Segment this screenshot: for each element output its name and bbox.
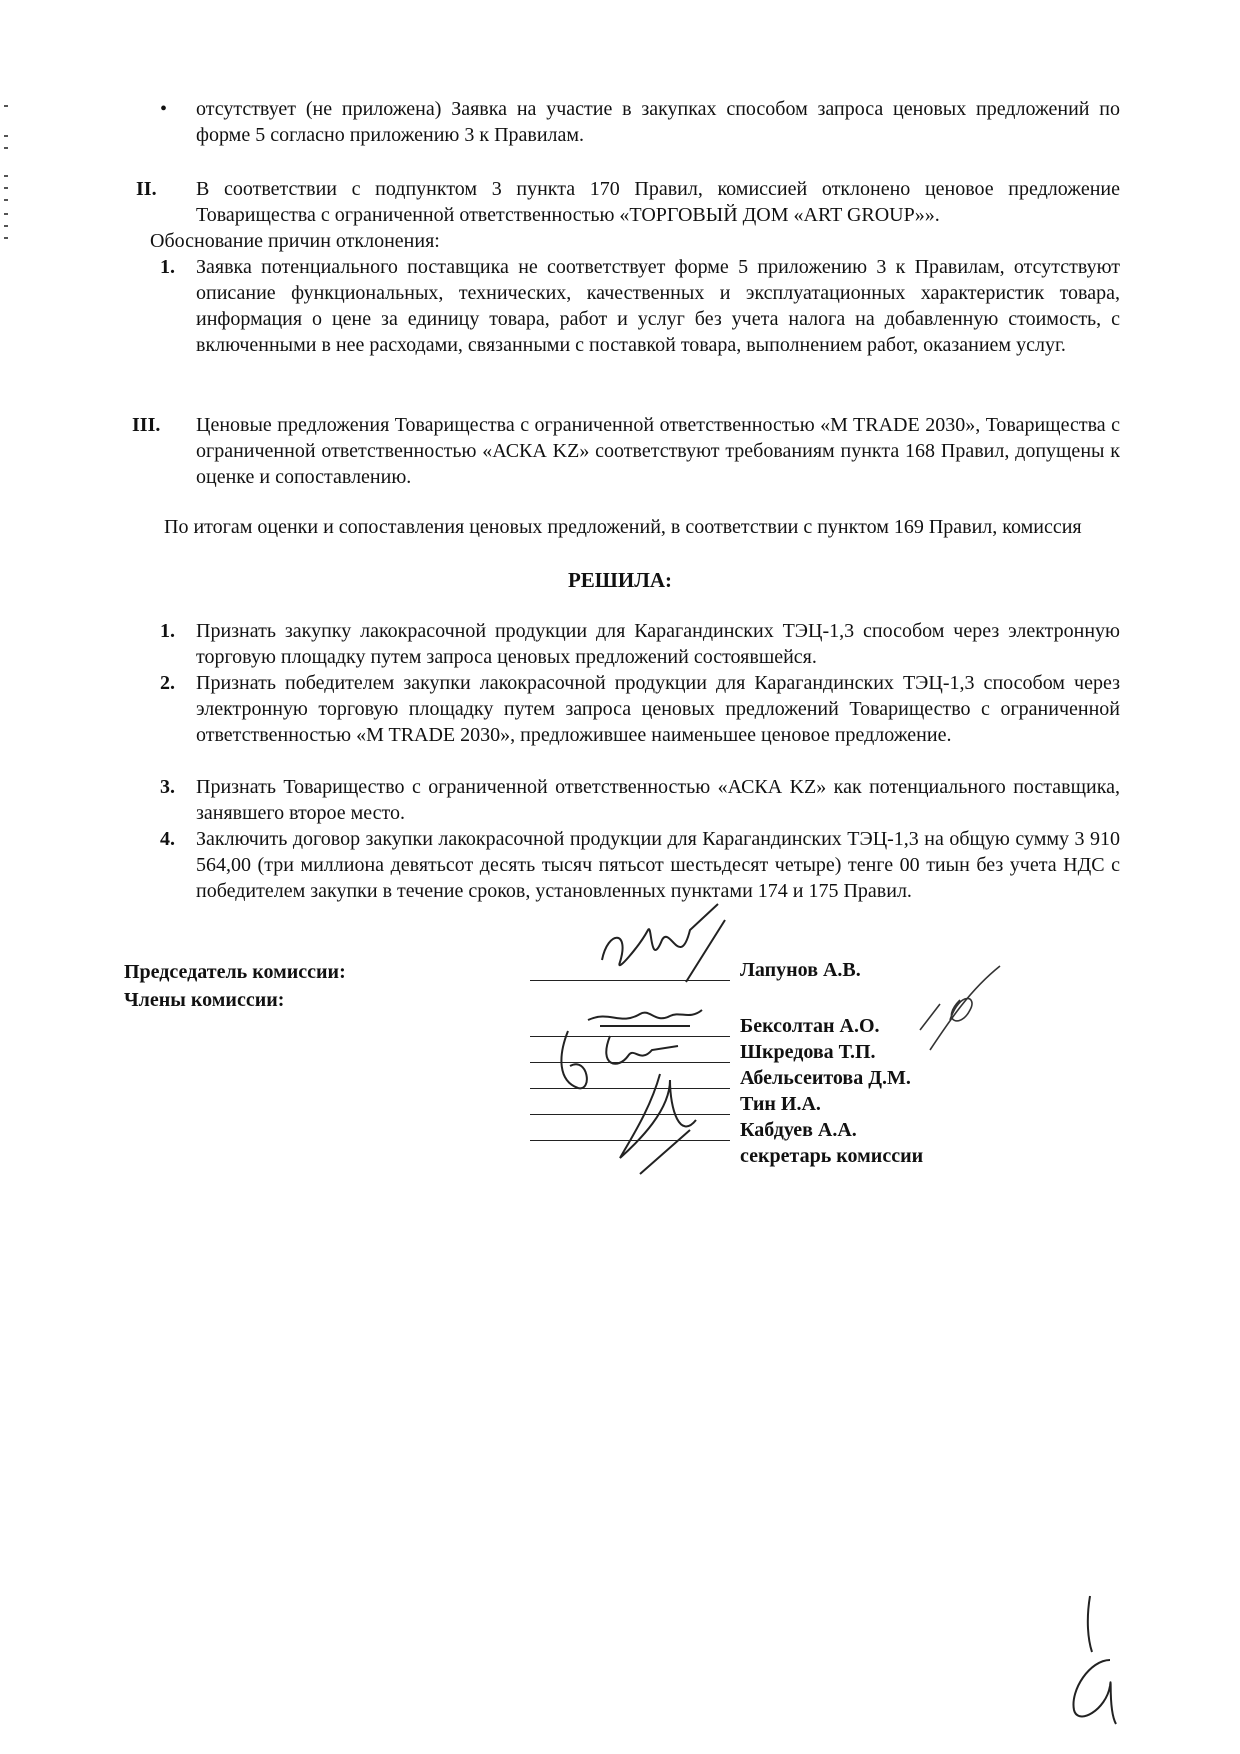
signatory-name: Кабдуев А.А. xyxy=(740,1119,857,1141)
signatory-name: Шкредова Т.П. xyxy=(740,1041,876,1063)
secretary-label: секретарь комиссии xyxy=(740,1145,924,1167)
chairman-signature xyxy=(590,900,730,990)
page-initials-mark xyxy=(1050,1590,1130,1730)
section-ii-numeral: II. xyxy=(136,178,157,200)
reason-number: 1. xyxy=(160,256,175,278)
decision-number: 3. xyxy=(160,776,175,798)
signatory-name: Лапунов А.В. xyxy=(740,959,861,981)
rejection-reasons-heading: Обоснование причин отклонения: xyxy=(150,230,440,252)
reason-text: Заявка потенциального поставщика не соответствует форме 5 приложению 3 к Правилам, отсутствуют описание функциональных, технических, качественных и эксплуатационных характеристик товара, информация о цене за единицу товара, работ и услуг без учета налога на добавленную стоимость, с включенными в нее расходами, связанными с поставкой товара, выполнением работ, оказанием услуг. xyxy=(196,256,1120,356)
section-iii-text: Ценовые предложения Товарищества с ограниченной ответственностью «M TRADE 2030», Товарищества с ограниченной ответственностью «АСКА KZ» соответствуют требованиям пункта 168 Правил, допущены к оценке и сопоставлению. xyxy=(196,414,1120,488)
decision-heading: РЕШИЛА: xyxy=(567,568,673,592)
signatory-name: Бексолтан А.О. xyxy=(740,1015,880,1037)
members-label: Члены комиссии: xyxy=(124,989,285,1011)
decision-number: 4. xyxy=(160,828,175,850)
decision-number: 1. xyxy=(160,620,175,642)
decision-item: Признать победителем закупки лакокрасочной продукции для Карагандинских ТЭЦ-1,3 способом через электронную торговую площадку путем запроса ценовых предложений Товарищество с ограниченной ответственностью «M TRADE 2030», предложившее наименьшее ценовое предложение. xyxy=(196,672,1120,746)
decision-item: Заключить договор закупки лакокрасочной продукции для Карагандинских ТЭЦ-1,3 на общую сумму 3 910 564,00 (три миллиона девятьсот десять тысяч пятьсот шестьдесят четыре) тенге 00 тиын без учета НДС с победителем закупки в течение сроков, установленных пунктами 174 и 175 Правил. xyxy=(196,828,1120,902)
decision-item: Признать Товарищество с ограниченной ответственностью «АСКА KZ» как потенциального поставщика, занявшего второе место. xyxy=(196,776,1120,824)
member-signature xyxy=(600,1070,710,1180)
section-ii-text: В соответствии с подпунктом 3 пункта 170 Правил, комиссией отклонено ценовое предложение Товарищества с ограниченной ответственностью «ТОРГОВЫЙ ДОМ «ART GROUP»». xyxy=(196,178,1120,226)
bullet-marker: • xyxy=(160,98,168,120)
signatory-name: Абельсеитова Д.М. xyxy=(740,1067,911,1089)
chairman-label: Председатель комиссии: xyxy=(124,961,346,983)
missing-application-item: отсутствует (не приложена) Заявка на участие в закупках способом запроса ценовых предложений по форме 5 согласно приложению 3 к Правилам. xyxy=(196,98,1120,146)
scan-margin-marks xyxy=(4,95,10,255)
decision-item: Признать закупку лакокрасочной продукции для Карагандинских ТЭЦ-1,3 способом через электронную торговую площадку путем запроса ценовых предложений состоявшейся. xyxy=(196,620,1120,668)
section-iii-numeral: III. xyxy=(132,414,161,436)
decision-number: 2. xyxy=(160,672,175,694)
member-signature xyxy=(900,960,1010,1060)
signatory-name: Тин И.А. xyxy=(740,1093,821,1115)
evaluation-intro: По итогам оценки и сопоставления ценовых предложений, в соответствии с пунктом 169 Правил, комиссия xyxy=(164,516,1082,538)
